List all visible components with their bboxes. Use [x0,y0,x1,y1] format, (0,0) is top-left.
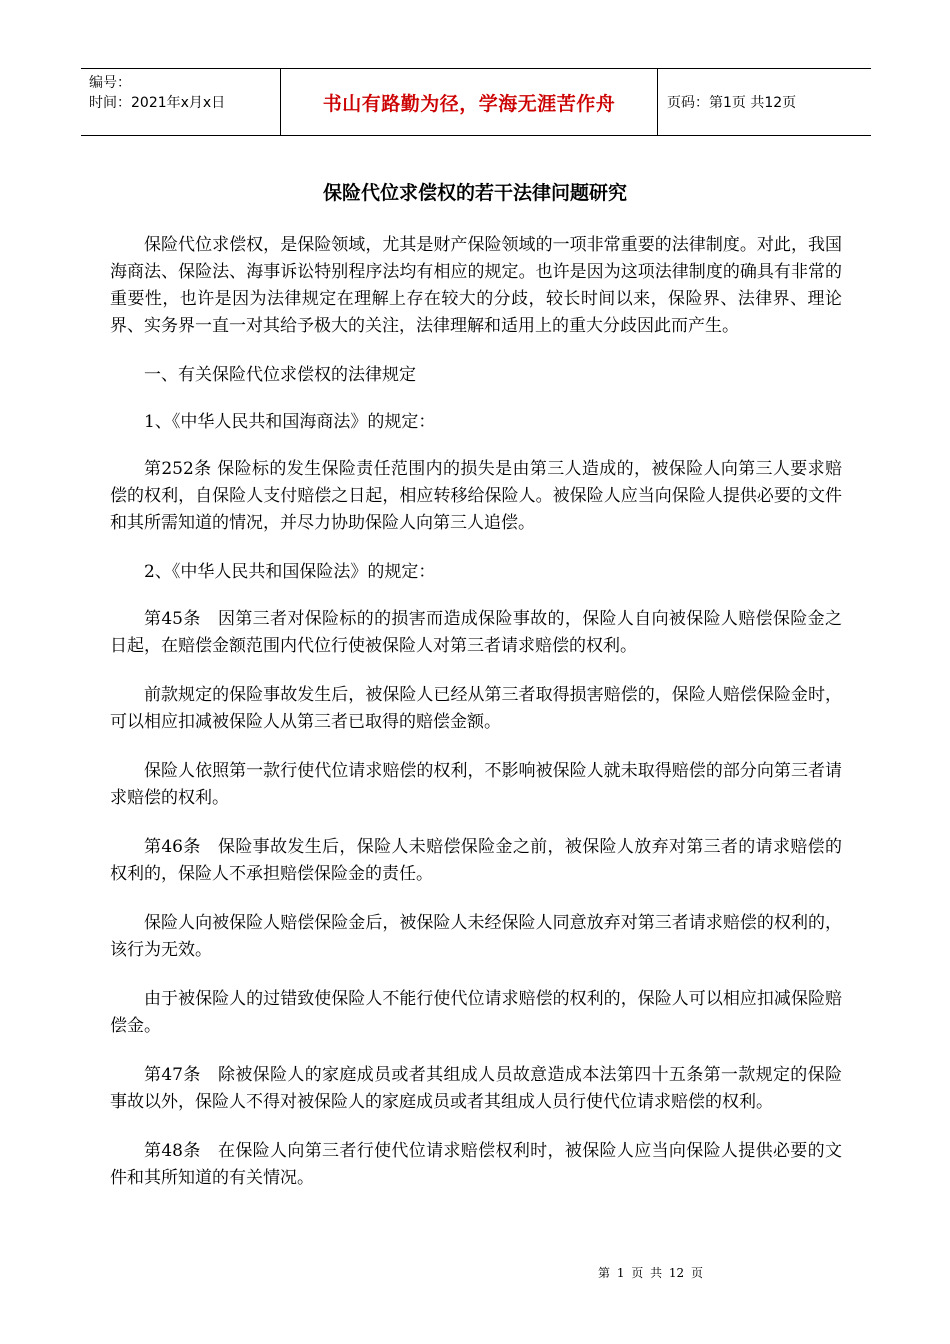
paragraph: 由于被保险人的过错致使保险人不能行使代位请求赔偿的权利的，保险人可以相应扣减保险赔偿金。 [110,989,842,1036]
subsection-heading: 1、《中华人民共和国海商法》的规定： [144,412,436,432]
document-title: 保险代位求偿权的若干法律问题研究 [322,182,627,204]
paragraph-intro: 保险代位求偿权，是保险领域，尤其是财产保险领域的一项非常重要的法律制度。对此，我国海商法、保险法、海事诉讼特别程序法均有相应的规定。也许是因为这项法律制度的确具有非常的重要性，也许是因为法律规定在理解上存在较大的分歧，较长时间以来，保险界、法律界、理论界、实务界一直一对其给予极大的关注，法律理解和适用上的重大分歧因此而产生。 [110,235,842,336]
section-heading: 一、有关保险代位求偿权的法律规定 [144,365,416,385]
header-page-info: 页码：第1页 共12页 [667,95,797,111]
paragraph: 保险人依照第一款行使代位请求赔偿的权利，不影响被保险人就未取得赔偿的部分向第三者请求赔偿的权利。 [110,761,842,808]
document-body [110,232,842,1214]
paragraph-article-48: 第48条 在保险人向第三者行使代位请求赔偿权利时，被保险人应当向保险人提供必要的文件和其所知道的有关情况。 [110,1141,842,1188]
paragraph: 前款规定的保险事故发生后，被保险人已经从第三者取得损害赔偿的，保险人赔偿保险金时，可以相应扣减被保险人从第三者已取得的赔偿金额。 [110,685,842,732]
header-table [81,68,871,136]
page-footer: 第 1 页 共 12 页 [598,1266,703,1280]
paragraph: 保险人向被保险人赔偿保险金后，被保险人未经保险人同意放弃对第三者请求赔偿的权利的，该行为无效。 [110,913,842,960]
header-meta-cell [81,69,281,135]
paragraph-article-45: 第45条 因第三者对保险标的的损害而造成保险事故的，保险人自向被保险人赔偿保险金之日起，在赔偿金额范围内代位行使被保险人对第三者请求赔偿的权利。 [110,609,842,656]
paragraph-article-46: 第46条 保险事故发生后，保险人未赔偿保险金之前，被保险人放弃对第三者的请求赔偿的权利的，保险人不承担赔偿保险金的责任。 [110,837,842,884]
header-motto: 书山有路勤为径，学海无涯苦作舟 [281,69,658,135]
paragraph-article-252: 第252条 保险标的发生保险责任范围内的损失是由第三人造成的，被保险人向第三人要求赔偿的权利，自保险人支付赔偿之日起，相应转移给保险人。被保险人应当向保险人提供必要的文件和其所需知道的情况，并尽力协助保险人向第三人追偿。 [110,459,842,533]
time-label: 时间：2021年x月x日 [89,95,226,111]
paragraph-article-47: 第47条 除被保险人的家庭成员或者其组成人员故意造成本法第四十五条第一款规定的保险事故以外，保险人不得对被保险人的家庭成员或者其组成人员行使代位请求赔偿的权利。 [110,1065,842,1112]
subsection-heading: 2、《中华人民共和国保险法》的规定： [144,562,436,582]
number-label: 编号： [89,75,131,91]
